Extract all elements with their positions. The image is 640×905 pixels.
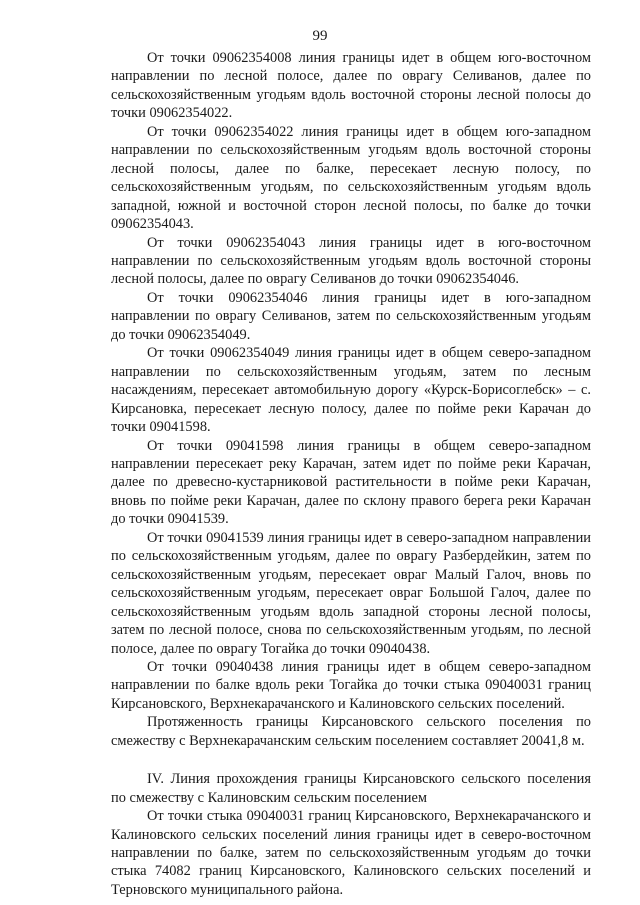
section-heading: IV. Линия прохождения границы Кирсановского сельского поселения по смежеству с Калиновским сельским поселением	[111, 771, 591, 806]
paragraph-7: От точки 09041539 линия границы идет в северо-западном направлении по сельскохозяйственным угодьям, далее по оврагу Разбердейкин, затем по сельскохозяйственным угодьям, пересекает овраг Малый Галоч, вновь по сельскохозяйственным угодьям, пересекает овраг Большой Галоч, далее по сельскохозяйственным угодьям вдоль западной стороны лесной полосы, затем по лесной полосе, снова по сельскохозяйственным угодьям, по лесной полосе, далее по оврагу Тогайка до точки 09040438.	[111, 529, 591, 657]
paragraph-1: От точки 09062354008 линия границы идет в общем юго-восточном направлении по лесной полосе, далее по оврагу Селиванов, далее по сельскохозяйственным угодьям вдоль восточной стороны лесной полосы до точки 09062354022.	[111, 50, 591, 122]
document-body	[111, 49, 591, 899]
section-paragraph: От точки стыка 09040031 границ Кирсановского, Верхнекарачанского и Калиновского сельских поселений линия границы идет в северо-восточном направлении по балке, затем по сельскохозяйственным угодьям до точки стыка 74082 границ Кирсановского, Калиновского сельских поселений и Терновского муниципального района.	[111, 808, 591, 898]
paragraph-2: От точки 09062354022 линия границы идет в общем юго-западном направлении по сельскохозяйственным угодьям вдоль восточной стороны лесной полосы, далее по балке, пересекает лесную полосу, по сельскохозяйственным угодьям, по сельскохозяйственным угодьям вдоль западной, южной и восточной сторон лесной полосы, по балке до точки 09062354043.	[111, 123, 591, 233]
boundary-length-paragraph: Протяженность границы Кирсановского сельского поселения по смежеству с Верхнекарачанским сельским поселением составляет 20041,8 м.	[111, 714, 591, 749]
paragraph-4: От точки 09062354046 линия границы идет в юго-западном направлении по оврагу Селиванов, затем по сельскохозяйственным угодьям до точки 09062354049.	[111, 289, 591, 343]
paragraph-5: От точки 09062354049 линия границы идет в общем северо-западном направлении по сельскохозяйственным угодьям, затем по лесным насаждениям, пересекает автомобильную дорогу «Курск-Борисоглебск» – с. Кирсановка, пересекает лесную полосу, далее по пойме реки Карачан до точки 09041598.	[111, 345, 591, 436]
paragraph-8: От точки 09040438 линия границы идет в общем северо-западном направлении по балке вдоль реки Тогайка до точки стыка 09040031 границ Кирсановского, Верхнекарачанского и Калиновского сельских поселений.	[111, 658, 591, 712]
paragraph-6: От точки 09041598 линия границы в общем северо-западном направлении пересекает реку Карачан, затем идет по пойме реки Карачан, далее по древесно-кустарниковой растительности в пойме реки Карачан, вновь по пойме реки Карачан, далее по склону правого берега реки Карачан до точки 09041539.	[111, 437, 591, 528]
page-number: 99	[312, 28, 328, 44]
paragraph-3: От точки 09062354043 линия границы идет в юго-восточном направлении по сельскохозяйственным угодьям вдоль восточной стороны лесной полосы, далее по оврагу Селиванов до точки 09062354046.	[111, 234, 591, 288]
